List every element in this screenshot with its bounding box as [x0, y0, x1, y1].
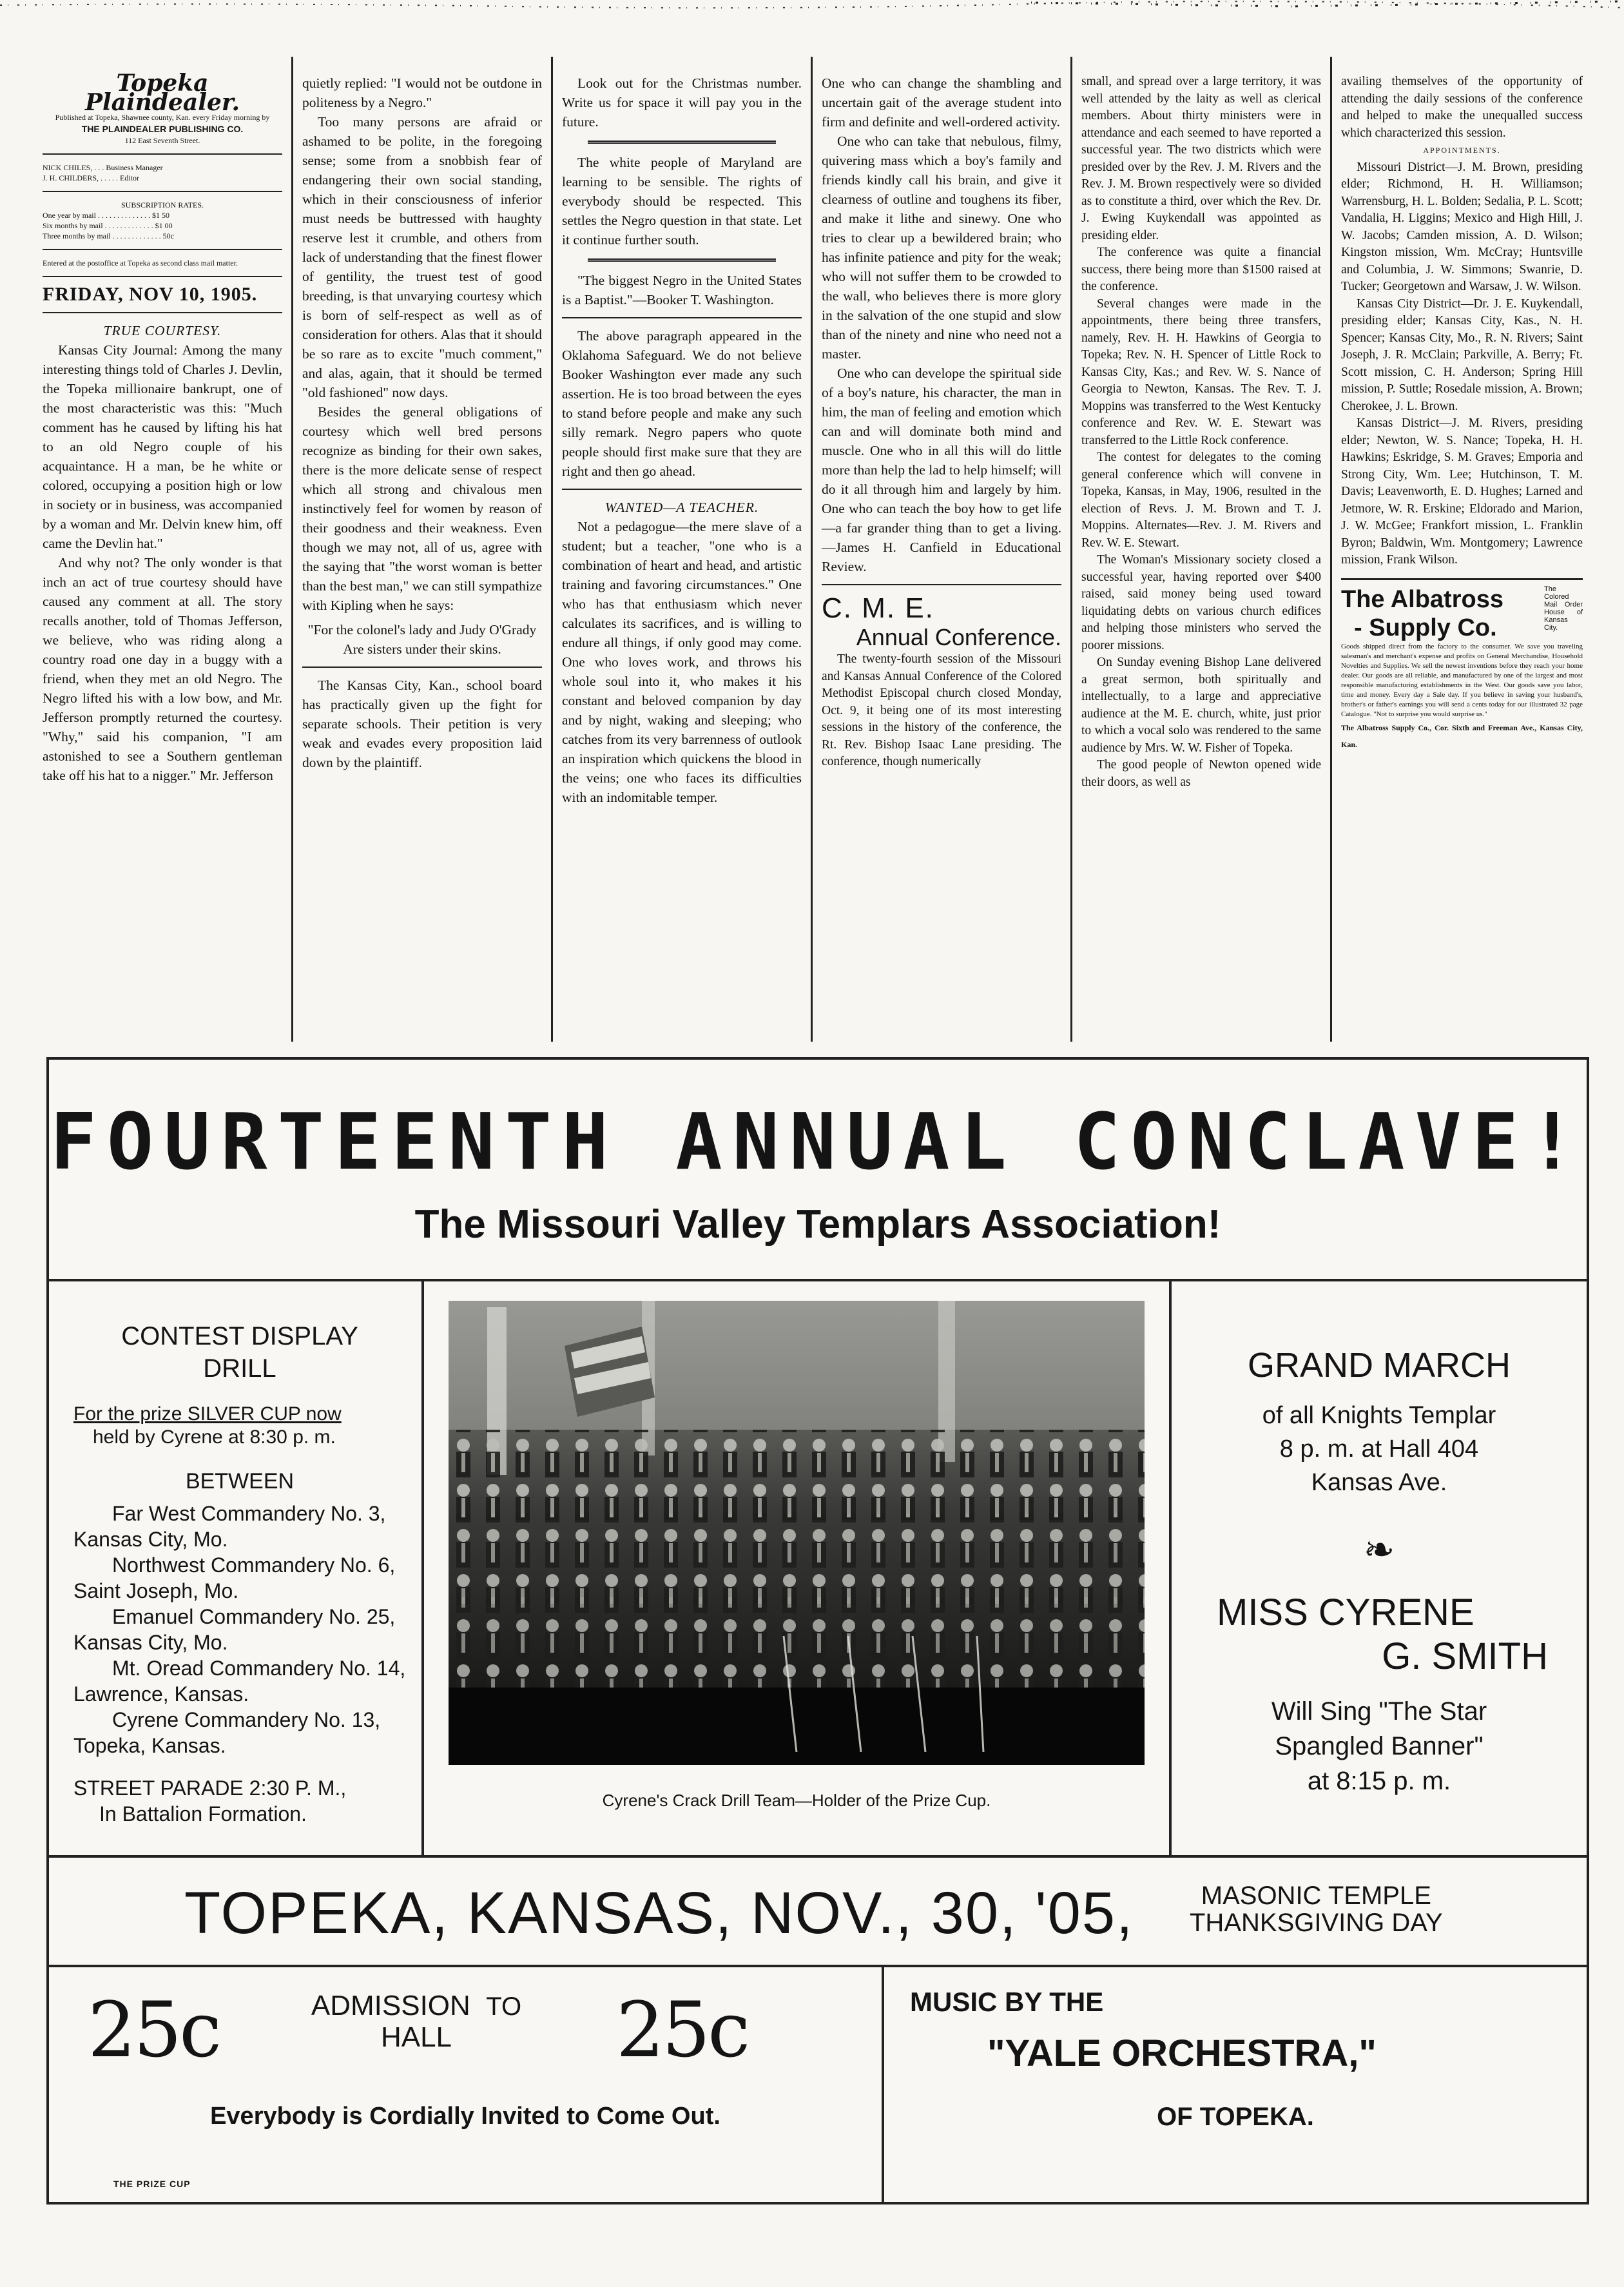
albatross-body: Goods shipped direct from the factory to the consumer. We save you traveling salesman's and merchant's expense and profits on General Merchandise, Household Novelties and Supplies. We sell the newest inventions before they reach your home dealer. Our goods are all reliable, and manufactured by one of the largest and most responsible manufacturing establishments in the West. Our goods save you labor, time and money. Every day a Sale day. If you believe in saving your husband's, brother's or father's earnings you will send a cents today for our illustrated 32 page Catalogue. "Not to surprise you would surprise us." [1341, 642, 1583, 718]
venue-note [1190, 1882, 1443, 1936]
article-paragraph: On Sunday evening Bishop Lane delivered a great sermon, both spiritually and intellectually, to a large and appreciative audience at the M. E. church, white, just prior to which a vocal solo was rendered to the same audience by Mrs. W. W. Fisher of Topeka. [1081, 656, 1321, 755]
grand-march-line-2: 8 p. m. at Hall 404 [1279, 1435, 1479, 1463]
rate-2: Six months by mail . . . . . . . . . . . . . $1 00 [43, 221, 173, 230]
singer-name-2: G. SMITH [1382, 1635, 1548, 1677]
music-panel [884, 1967, 1587, 2202]
article-paragraph: small, and spread over a large territory, it was well attended by the laity as well as clerical members. About thirty ministers were in attendance and each seemed to have reported a successful year. The two districts which were presided over by the Rev. J. M. Rivers and the Rev. J. M. Brown respectively were so divided as to constitute a third, over which the Rev. Dr. J. Ewing Kuykendall was appointed as presiding elder. [1081, 75, 1321, 242]
commandery-5-city: Topeka, Kansas. [73, 1734, 226, 1757]
cme-subheading: Annual Conference. [856, 624, 1061, 650]
divider [43, 153, 282, 155]
drill-heading-1: CONTEST DISPLAY [121, 1322, 358, 1350]
prize-line-2: held by Cyrene at 8:30 p. m. [93, 1426, 336, 1448]
event-date-band [49, 1858, 1587, 1967]
column-5 [1072, 57, 1332, 1042]
issue-date: FRIDAY, NOV 10, 1905. [43, 284, 258, 305]
cme-heading: C. M. E. [822, 592, 934, 624]
commandery-5-name: Cyrene Commandery No. 13, [112, 1708, 381, 1731]
article-paragraph: Too many persons are afraid or ashamed to be polite, in the foregoing sense; some from a snobbish fear of endangering their own social standing, which in their consciousness of inferior must needs be buttressed with haughty reserve lest it crumble, and others from lack of understanding that the finest flower of gentility, the truest test of good breeding, is that unvarying courtesy which is born of self-respect as well as of consideration for others. Alas that it should be so rare as to excite "much comment," and alas, again, that it should be termed "old fashioned" now days. [302, 114, 542, 400]
verse-line-2: Are sisters under their skins. [343, 641, 501, 657]
masthead-published: Published at Topeka, Shawnee county, Kan. every Friday morning by [55, 113, 270, 122]
appointments-heading: APPOINTMENTS. [1423, 146, 1501, 155]
divider [43, 276, 282, 277]
ad-middle-band [49, 1279, 1587, 1858]
admission-word: ADMISSION [311, 1990, 470, 2021]
admission-hall: HALL [380, 2021, 452, 2053]
column-4 [813, 57, 1072, 1042]
price-right: 25c [616, 1985, 748, 2074]
article-paragraph: Not a pedagogue—the mere slave of a student; but a teacher, "one who is a combination of heart and head, and artistic training and favoring circumstances." One who has that enthusiasm which never calculates its sacrifices, and is willing to endure all things, if only good may come. One who loves work, and throws his whole soul into it, who makes it his constant and beloved companion by day and by night, waking and sleeping; who catches from its very barrenness of outlook an inspiration which quickens the blood in the veins; one who faces its difficulties with an indomitable temper. [562, 519, 802, 805]
top-edge-noise [0, 0, 1624, 26]
albatross-title-1: The Albatross [1341, 585, 1503, 613]
divider [588, 258, 776, 262]
article-heading-wanted-teacher: WANTED—A TEACHER. [604, 500, 759, 515]
rates-heading: SUBSCRIPTION RATES. [121, 200, 204, 209]
rate-3: Three months by mail . . . . . . . . . . . . . 50c [43, 231, 174, 240]
article-paragraph: Kansas District—J. M. Rivers, presiding elder; Newton, W. S. Nance; Topeka, H. H. Hawkins; Eskridge, S. M. Graves; Emporia and Strong City, Wm. Lee; Hutchinson, T. M. Davis; Leavenworth, E. D. Hughes; Larned and Jetmore, W. R. Erskine; Eldorado and Marion, J. W. McGee; Frankfort mission, L. Franklin Byron; Baldwin, Wm. Montgomery; Lawrence mission, Frank Wilson. [1341, 416, 1583, 567]
parade-line-1: STREET PARADE 2:30 P. M., [73, 1776, 347, 1800]
article-paragraph: The twenty-fourth session of the Missouri and Kansas Annual Conference of the Colored Methodist Episcopal church closed Monday, Oct. 9, it being one of its most interesting sessions in the history of the conference, the Rt. Rev. Bishop Isaac Lane presiding. The conference, though numerically [822, 652, 1061, 768]
ad-bottom-band [49, 1967, 1587, 2202]
song-line-3: at 8:15 p. m. [1307, 1767, 1451, 1795]
commandery-1-name: Far West Commandery No. 3, [112, 1502, 386, 1525]
song-line-2: Spangled Banner" [1275, 1732, 1484, 1760]
divider [43, 312, 282, 313]
conclave-title: FOURTEENTH ANNUAL CONCLAVE! [50, 1098, 1586, 1187]
singer-name-1: MISS CYRENE [1217, 1591, 1474, 1633]
article-paragraph: One who can develope the spiritual side of a boy's nature, his character, the man in him, the man of feeling and emotion which can and will dominate both mind and muscle. One who in all this will do little more than help the lad to help himself; will do it all through him and largely by him. One who can teach the boy how to get life—a far grander thing than to get a living.—James H. Canfield in Educational Review. [822, 365, 1061, 574]
column-1 [34, 57, 293, 1042]
article-paragraph: Besides the general obligations of courtesy which well bred persons recognize as binding for their own sakes, there is the more delicate sense of respect which all strong and chivalous men instinctively feel for women by reason of their goodness and their weakness. Even though we may not, all of us, agree with the saying that "the worst woman is better than the best man," we can still sympathize with Kipling when he says: [302, 404, 542, 613]
column-3 [553, 57, 813, 1042]
drill-heading-2: DRILL [203, 1354, 276, 1383]
song-line-1: Will Sing "The Star [1271, 1697, 1487, 1726]
commandery-4-name: Mt. Oread Commandery No. 14, [112, 1657, 406, 1680]
commandery-3-name: Emanuel Commandery No. 25, [112, 1605, 396, 1628]
article-paragraph: The conference was quite a financial success, there being more than $1500 raised at the conference. [1081, 246, 1321, 293]
commandery-2-name: Northwest Commandery No. 6, [112, 1553, 396, 1577]
divider [302, 667, 542, 668]
divider [43, 249, 282, 250]
masthead-title: Topeka Plaindealer. [84, 70, 240, 116]
article-paragraph: And why not? The only wonder is that inch an act of true courtesy should have caused any comment at all. The story recalls another, told of Thomas Jefferson, we believe, who was riding along a country road one day in a buggy with a friend, when they met an old Negro. The Negro lifted his with a low bow, and Mr. Jefferson promptly returned the courtesy. "Why," said his companion, "I am astonished to see a Southern gentleman take off his hat to a nigger." Mr. Jefferson [43, 555, 282, 783]
grand-march-heading: GRAND MARCH [1247, 1346, 1511, 1385]
column-6 [1332, 57, 1592, 1042]
article-paragraph: Several changes were made in the appointments, there being three transfers, namely, Rev. H. H. Hawkins of Georgia to Topeka; Rev. N. H. Spencer of Little Rock to Kansas City, Kas.; and Rev. W. S. Nance of Georgia to Newton, Kansas. The Rev. T. J. Moppins was transferred to the West Kentucky conference and Rev. W. E. Stewart was transferred to the Little Rock conference. [1081, 297, 1321, 447]
article-paragraph: The Kansas City, Kan., school board has practically given up the fight for separate schools. Their petition is very weak and evades every proposition laid down by the plaintiff. [302, 677, 542, 770]
article-paragraph: The Woman's Missionary society closed a successful year, having reported over $400 raised, said money being used toward liquidating debts on various church edifices and helping those ministers who served the poorer missions. [1081, 553, 1321, 652]
music-heading: MUSIC BY THE [910, 1987, 1104, 2017]
divider [562, 489, 802, 490]
article-paragraph: Kansas City Journal: Among the many interesting things told of Charles J. Devlin, the Topeka millionaire bankrupt, one of the most characteristic was this: "Much comment has he caused by lifting his hat to an old Negro couple of his acquaintance. H a man, be he white or colored, occupying a position high or low in society or in business, was accompanied by a woman and Mr. Delvin knew him, off came the Devlin hat." [43, 342, 282, 551]
drill-team-photo [449, 1301, 1145, 1765]
article-paragraph: One who can change the shambling and uncertain gait of the average student into firm and definite and well-ordered activity. [822, 75, 1061, 130]
prize-line-1 [73, 1403, 406, 1426]
divider [43, 191, 282, 192]
rate-1: One year by mail . . . . . . . . . . . . . . $1 50 [43, 211, 169, 220]
grand-march-line-1: of all Knights Templar [1262, 1402, 1496, 1429]
article-paragraph: Kansas City District—Dr. J. E. Kuykendall, presiding elder; Kansas City, Kas., N. H. Spencer; Kansas City, Mo., R. N. Rivers; Saint Joseph, J. R. McClain; Parkville, A. Berry; Ft. Scott mission, C. H. Anderson; Spring Hill mission, P. Suttle; Rosedale mission, A. Brown; Cherokee, J. L. Brown. [1341, 297, 1583, 413]
grand-march-line-3: Kansas Ave. [1311, 1469, 1447, 1496]
grand-march-panel [1172, 1281, 1587, 1855]
fleuron-icon: ❧ [1363, 1529, 1395, 1571]
article-paragraph: availing themselves of the opportunity of attending the daily sessions of the conference and helped to make the unequalled success which characterized this session. [1341, 75, 1583, 140]
masthead-publisher: THE PLAINDEALER PUBLISHING CO. [81, 124, 244, 134]
divider [562, 317, 802, 318]
masthead-staff-1: NICK CHILES, . . . Business Manager [43, 163, 163, 172]
article-paragraph: Look out for the Christmas number. Write us for space it will pay you in the future. [562, 75, 802, 130]
article-paragraph: quietly replied: "I would not be outdone in politeness by a Negro." [302, 75, 542, 110]
conclave-advertisement [46, 1057, 1589, 2204]
verse-line-1: "For the colonel's lady and Judy O'Grady [307, 622, 537, 637]
divider [822, 584, 1061, 585]
venue-line-2: THANKSGIVING DAY [1190, 1909, 1443, 1937]
albatross-footer: The Albatross Supply Co., Cor. Sixth and Freeman Ave., Kansas City, Kan. [1341, 723, 1583, 749]
between-heading: BETWEEN [185, 1469, 295, 1494]
commandery-1-city: Kansas City, Mo. [73, 1528, 228, 1551]
entered-note: Entered at the postoffice at Topeka as second class mail matter. [43, 258, 238, 268]
orchestra-city: OF TOPEKA. [1157, 2103, 1314, 2131]
article-heading-true-courtesy: TRUE COURTESY. [103, 323, 222, 338]
article-paragraph: The contest for delegates to the coming general conference which will convene in Topeka, Kansas, in May, 1906, resulted in the election of Revs. J. M. Brown and T. J. Moppins. Alternates—Rev. J. M. Rivers and Rev. W. E. Stewart. [1081, 451, 1321, 550]
article-columns [34, 57, 1606, 1042]
article-paragraph: Missouri District—J. M. Brown, presiding elder; Richmond, H. H. Williamson; Warrensburg, H. L. Bolden; Sedalia, P. L. Scott; Vandalia, H. Liggins; Mexico and High Hill, J. W. Jacobs; Camden mission, A. D. Wilson; Kingston mission, Wm. McCray; Huntsville and Columbia, J. W. Simmons; Swanrie, D. Tucker; Georgetown and Warsaw, J. W. Wilson. [1341, 160, 1583, 293]
price-left: 25c [88, 1985, 220, 2074]
drill-contest-panel [49, 1281, 424, 1855]
parade-line-2: In Battalion Formation. [99, 1802, 307, 1825]
conclave-subtitle: The Missouri Valley Templars Association! [414, 1202, 1221, 1247]
albatross-side-note: The Colored Mail Order House of Kansas City. [1544, 585, 1583, 632]
photo-panel [424, 1281, 1172, 1855]
commandery-4-city: Lawrence, Kansas. [73, 1682, 249, 1706]
admission-to: TO [486, 1992, 522, 2021]
photo-caption: Cyrene's Crack Drill Team—Holder of the Prize Cup. [602, 1791, 991, 1810]
prize-cup-label: THE PRIZE CUP [113, 2179, 191, 2189]
albatross-advert [1341, 578, 1583, 754]
masthead-staff-2: J. H. CHILDERS, . . . . . Editor [43, 173, 139, 182]
event-date: TOPEKA, KANSAS, NOV., 30, '05, [184, 1880, 1134, 1946]
article-paragraph: "The biggest Negro in the United States is a Baptist."—Booker T. Washington. [562, 273, 802, 307]
orchestra-name: "YALE ORCHESTRA," [987, 2032, 1377, 2074]
article-paragraph: One who can take that nebulous, filmy, quivering mass which a boy's family and friends kindly call his brain, and give it clearness of outline and toughens its fiber, and make it lithe and sinewy. One who tries to clear up a bewildered brain; who has infinite patience and pity for the weak; who will not suffer them to be crowded to the wall, who believes there is more glory in the salvation of the one stupid and slow than of the ninety and nine who need not a master. [822, 133, 1061, 362]
article-paragraph: The good people of Newton opened wide their doors, as well as [1081, 758, 1321, 789]
venue-line-1: MASONIC TEMPLE [1201, 1882, 1431, 1910]
column-2 [293, 57, 553, 1042]
prize-text: For the prize SILVER CUP now [73, 1403, 342, 1425]
masthead-address: 112 East Seventh Street. [124, 136, 200, 145]
commandery-2-city: Saint Joseph, Mo. [73, 1579, 239, 1602]
article-paragraph: The white people of Maryland are learning to be sensible. The rights of everybody should be respected. This settles the Negro question in that state. Let it continue further south. [562, 155, 802, 248]
albatross-title-2: - Supply Co. [1354, 614, 1497, 641]
admission-panel [49, 1967, 884, 2202]
newspaper-page [34, 57, 1606, 2248]
article-paragraph: The above paragraph appeared in the Oklahoma Safeguard. We do not believe Booker Washington ever made any such assertion. He is too broad between the eyes to stand before people and make any such silly remark. Negro papers who quote people should first make sure that they are right and then go ahead. [562, 328, 802, 479]
commandery-3-city: Kansas City, Mo. [73, 1631, 228, 1654]
invitation-line: Everybody is Cordially Invited to Come Out. [210, 2103, 720, 2130]
divider [588, 141, 776, 144]
admission-label [275, 1990, 558, 2053]
